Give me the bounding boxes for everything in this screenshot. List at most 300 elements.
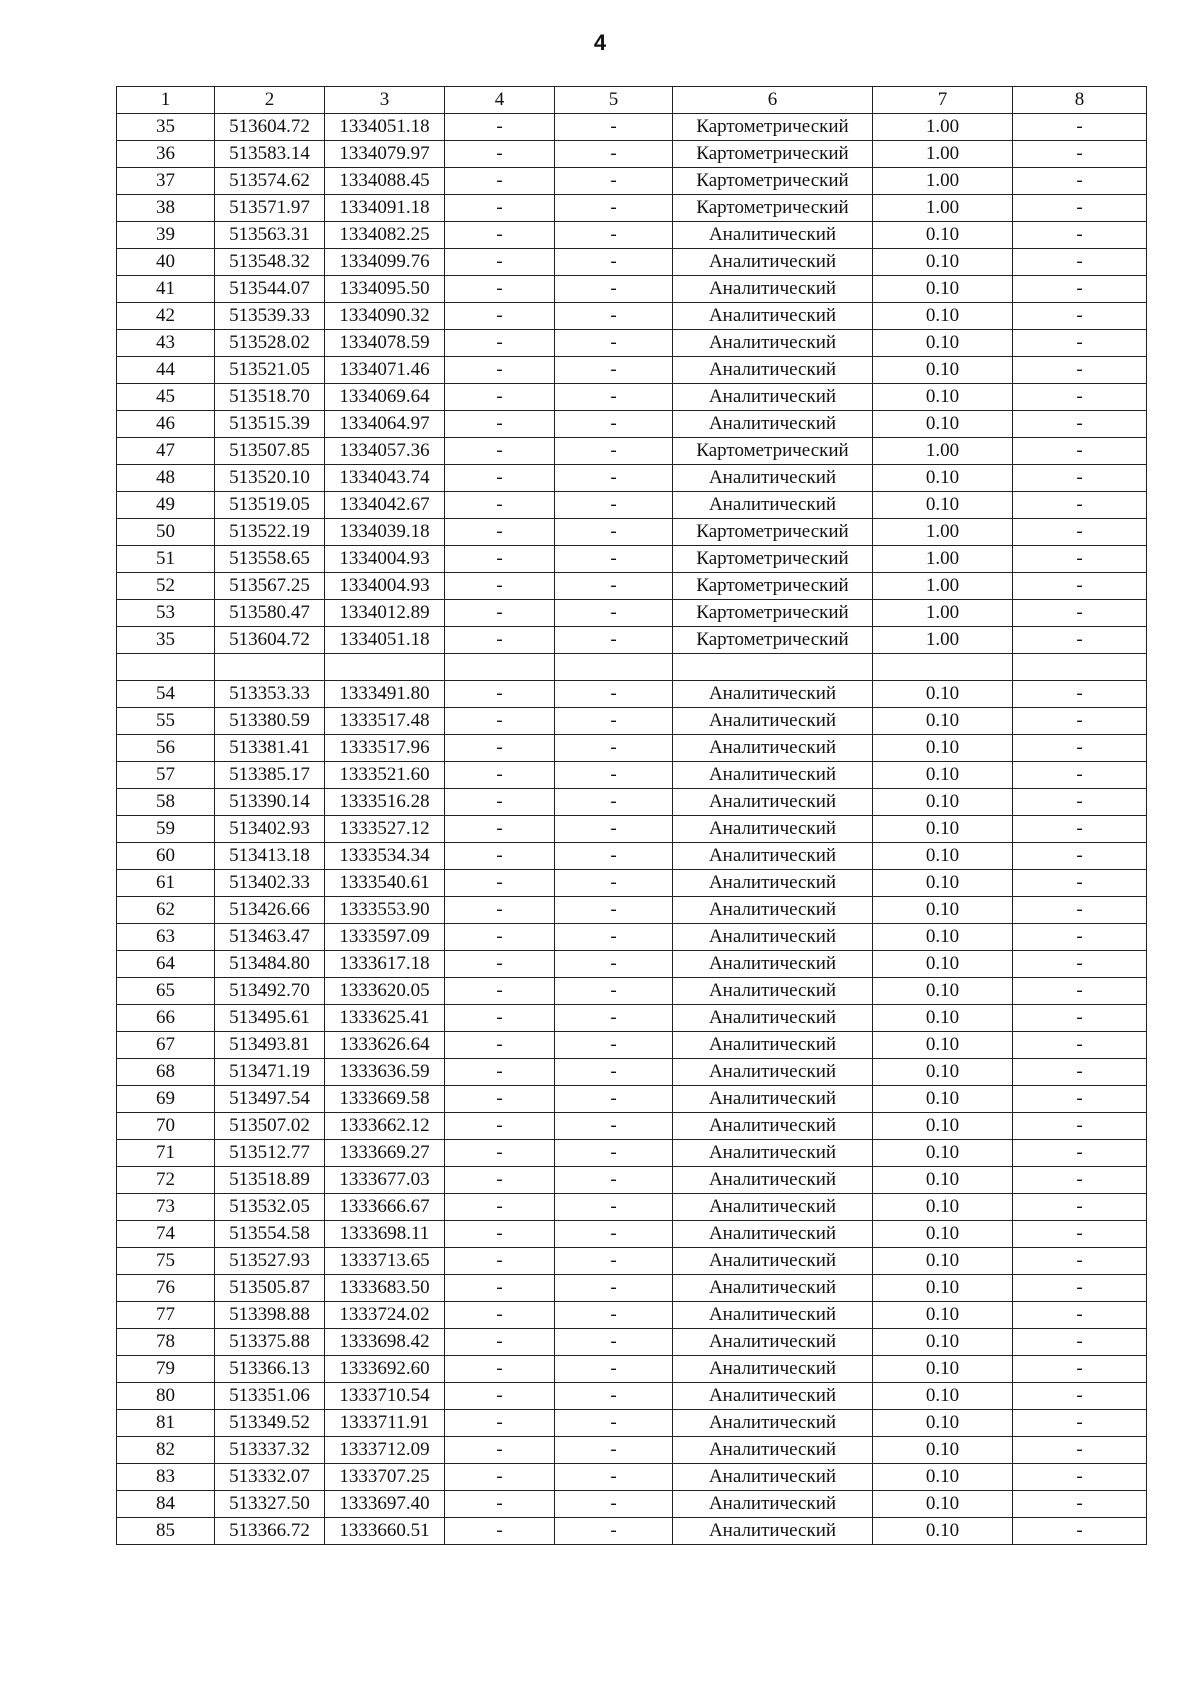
table-cell-col-6: Аналитический — [673, 1491, 873, 1518]
table-cell-col-6: Аналитический — [673, 384, 873, 411]
table-cell-col-2: 513571.97 — [215, 195, 325, 222]
table-cell-col-3: 1333698.42 — [325, 1329, 445, 1356]
table-cell-col-5: - — [555, 870, 673, 897]
table-cell-col-6: Аналитический — [673, 276, 873, 303]
table-cell-col-8: - — [1013, 1518, 1147, 1545]
table-cell-col-3: 1334057.36 — [325, 438, 445, 465]
table-row — [117, 1329, 1147, 1356]
table-cell-col-1: 81 — [117, 1410, 215, 1437]
table-cell-col-4: - — [445, 681, 555, 708]
table-row — [117, 384, 1147, 411]
table-cell-col-2: 513366.72 — [215, 1518, 325, 1545]
table-cell-col-1: 38 — [117, 195, 215, 222]
table-cell-col-4: - — [445, 789, 555, 816]
table-cell-col-2: 513337.32 — [215, 1437, 325, 1464]
table-cell-col-4: - — [445, 816, 555, 843]
table-cell-col-2: 513522.19 — [215, 519, 325, 546]
table-cell-col-1: 43 — [117, 330, 215, 357]
table-cell-col-2: 513402.33 — [215, 870, 325, 897]
table-cell-col-7: 0.10 — [873, 1518, 1013, 1545]
table-row — [117, 114, 1147, 141]
table-cell-col-6: Аналитический — [673, 411, 873, 438]
table-cell-col-8: - — [1013, 249, 1147, 276]
table-cell-col-8: - — [1013, 789, 1147, 816]
table-cell-col-6: Картометрический — [673, 141, 873, 168]
table-cell-col-4: - — [445, 1383, 555, 1410]
table-cell-col-5: - — [555, 978, 673, 1005]
table-cell-col-6: Аналитический — [673, 1248, 873, 1275]
table-cell-col-4: - — [445, 600, 555, 627]
table-cell-col-5: - — [555, 573, 673, 600]
table-cell-col-2: 513528.02 — [215, 330, 325, 357]
table-row — [117, 681, 1147, 708]
table-cell-col-4: - — [445, 330, 555, 357]
table-cell-col-1: 56 — [117, 735, 215, 762]
table-cell-col-7: 1.00 — [873, 519, 1013, 546]
table-cell-col-2: 513580.47 — [215, 600, 325, 627]
table-cell-col-5: - — [555, 249, 673, 276]
table-cell-col-3: 1333521.60 — [325, 762, 445, 789]
table-cell-col-8: - — [1013, 843, 1147, 870]
table-cell-col-7: 0.10 — [873, 1491, 1013, 1518]
table-cell-col-7: 0.10 — [873, 816, 1013, 843]
table-cell-col-7: 0.10 — [873, 978, 1013, 1005]
table-cell-col-4: - — [445, 411, 555, 438]
table-cell-col-1: 75 — [117, 1248, 215, 1275]
table-row — [117, 1275, 1147, 1302]
table-cell-col-1: 50 — [117, 519, 215, 546]
table-cell-col-2: 513390.14 — [215, 789, 325, 816]
table-cell-col-2: 513385.17 — [215, 762, 325, 789]
table-cell-col-4: - — [445, 708, 555, 735]
table-cell-col-4: - — [445, 1410, 555, 1437]
table-cell-col-6: Аналитический — [673, 762, 873, 789]
table-cell-col-1: 66 — [117, 1005, 215, 1032]
table-cell-col-3: 1333724.02 — [325, 1302, 445, 1329]
table-cell-col-1: 60 — [117, 843, 215, 870]
table-cell-col-8 — [1013, 654, 1147, 681]
table-cell-col-3: 1333660.51 — [325, 1518, 445, 1545]
table-cell-col-6: Аналитический — [673, 1140, 873, 1167]
table-cell-col-8: - — [1013, 924, 1147, 951]
table-cell-col-6: Аналитический — [673, 222, 873, 249]
table-cell-col-1: 54 — [117, 681, 215, 708]
table-cell-col-2: 513519.05 — [215, 492, 325, 519]
table-cell-col-5: - — [555, 303, 673, 330]
table-cell-col-5: - — [555, 519, 673, 546]
table-cell-col-4: - — [445, 1059, 555, 1086]
table-cell-col-5: - — [555, 1167, 673, 1194]
table-cell-col-5: - — [555, 681, 673, 708]
table-cell-col-1: 69 — [117, 1086, 215, 1113]
table-cell-col-6: Аналитический — [673, 1437, 873, 1464]
table-cell-col-3: 1333683.50 — [325, 1275, 445, 1302]
table-cell-col-4: - — [445, 303, 555, 330]
table-cell-col-4: - — [445, 384, 555, 411]
table-cell-col-5: - — [555, 1518, 673, 1545]
table-cell-col-7: 0.10 — [873, 1383, 1013, 1410]
table-row — [117, 1086, 1147, 1113]
table-cell-col-7: 0.10 — [873, 897, 1013, 924]
table-cell-col-8: - — [1013, 762, 1147, 789]
table-cell-col-4: - — [445, 519, 555, 546]
table-cell-col-8: - — [1013, 1356, 1147, 1383]
table-cell-col-2: 513353.33 — [215, 681, 325, 708]
table-cell-col-6: Аналитический — [673, 1518, 873, 1545]
table-cell-col-5 — [555, 654, 673, 681]
table-row — [117, 1356, 1147, 1383]
table-row — [117, 573, 1147, 600]
table-cell-col-7: 0.10 — [873, 1302, 1013, 1329]
table-cell-col-1: 52 — [117, 573, 215, 600]
table-cell-col-7: 1.00 — [873, 141, 1013, 168]
table-cell-col-1: 48 — [117, 465, 215, 492]
table-cell-col-1: 51 — [117, 546, 215, 573]
table-cell-col-8: - — [1013, 1275, 1147, 1302]
table-cell-col-8: - — [1013, 276, 1147, 303]
table-cell-col-1: 77 — [117, 1302, 215, 1329]
table-cell-col-4: - — [445, 843, 555, 870]
table-cell-col-2: 513493.81 — [215, 1032, 325, 1059]
table-cell-col-6 — [673, 654, 873, 681]
table-cell-col-1: 36 — [117, 141, 215, 168]
table-cell-col-1 — [117, 654, 215, 681]
table-cell-col-4: - — [445, 438, 555, 465]
table-cell-col-2: 513398.88 — [215, 1302, 325, 1329]
table-cell-col-4: - — [445, 1113, 555, 1140]
table-cell-col-6: Аналитический — [673, 492, 873, 519]
table-row — [117, 600, 1147, 627]
table-cell-col-5: - — [555, 843, 673, 870]
table-cell-col-1: 61 — [117, 870, 215, 897]
table-row — [117, 249, 1147, 276]
table-cell-col-5: - — [555, 1194, 673, 1221]
table-row — [117, 762, 1147, 789]
table-cell-col-2: 513520.10 — [215, 465, 325, 492]
table-cell-col-2: 513505.87 — [215, 1275, 325, 1302]
table-cell-col-2: 513484.80 — [215, 951, 325, 978]
table-cell-col-8: - — [1013, 330, 1147, 357]
table-cell-col-1: 64 — [117, 951, 215, 978]
table-cell-col-3: 1334069.64 — [325, 384, 445, 411]
table-row — [117, 195, 1147, 222]
table-cell-col-6: Аналитический — [673, 843, 873, 870]
table-cell-col-7: 0.10 — [873, 465, 1013, 492]
table-row — [117, 897, 1147, 924]
table-cell-col-8: - — [1013, 816, 1147, 843]
table-cell-col-8: - — [1013, 1005, 1147, 1032]
table-cell-col-4: - — [445, 465, 555, 492]
table-cell-col-7: 0.10 — [873, 1167, 1013, 1194]
table-cell-col-1: 53 — [117, 600, 215, 627]
table-cell-col-5: - — [555, 789, 673, 816]
table-cell-col-4: - — [445, 573, 555, 600]
table-row — [117, 330, 1147, 357]
table-cell-col-4: - — [445, 195, 555, 222]
table-cell-col-7: 0.10 — [873, 708, 1013, 735]
table-cell-col-3: 1333711.91 — [325, 1410, 445, 1437]
table-cell-col-3: 1334078.59 — [325, 330, 445, 357]
table-row — [117, 438, 1147, 465]
table-cell-col-1: 47 — [117, 438, 215, 465]
table-cell-col-3: 1333617.18 — [325, 951, 445, 978]
table-cell-col-6: Аналитический — [673, 1275, 873, 1302]
table-row — [117, 1140, 1147, 1167]
table-cell-col-5: - — [555, 1032, 673, 1059]
table-cell-col-2: 513548.32 — [215, 249, 325, 276]
table-cell-col-6: Аналитический — [673, 249, 873, 276]
table-cell-col-2: 513532.05 — [215, 1194, 325, 1221]
table-cell-col-7: 1.00 — [873, 546, 1013, 573]
table-cell-col-3: 1333620.05 — [325, 978, 445, 1005]
table-cell-col-3: 1334088.45 — [325, 168, 445, 195]
table-cell-col-2: 513512.77 — [215, 1140, 325, 1167]
table-cell-col-7: 0.10 — [873, 330, 1013, 357]
table-cell-col-4: - — [445, 1005, 555, 1032]
table-cell-col-6: Аналитический — [673, 357, 873, 384]
table-cell-col-8: - — [1013, 1221, 1147, 1248]
table-cell-col-4: - — [445, 114, 555, 141]
table-cell-col-4: - — [445, 222, 555, 249]
table-cell-col-1: 62 — [117, 897, 215, 924]
table-cell-col-6: Аналитический — [673, 465, 873, 492]
table-cell-col-2: 513583.14 — [215, 141, 325, 168]
table-cell-col-8: - — [1013, 438, 1147, 465]
table-cell-col-4: - — [445, 951, 555, 978]
table-cell-col-5: - — [555, 411, 673, 438]
table-cell-col-8: - — [1013, 1167, 1147, 1194]
table-cell-col-5: - — [555, 708, 673, 735]
table-cell-col-8: - — [1013, 222, 1147, 249]
table-row — [117, 222, 1147, 249]
table-cell-col-5: - — [555, 1005, 673, 1032]
table-row — [117, 1113, 1147, 1140]
table-cell-col-4: - — [445, 924, 555, 951]
table-cell-col-7: 0.10 — [873, 1464, 1013, 1491]
table-cell-col-7: 0.10 — [873, 1113, 1013, 1140]
header-cell-col-3: 3 — [325, 87, 445, 114]
table-cell-col-1: 85 — [117, 1518, 215, 1545]
table-row — [117, 789, 1147, 816]
table-cell-col-2: 513507.02 — [215, 1113, 325, 1140]
table-cell-col-7: 1.00 — [873, 627, 1013, 654]
table-cell-col-7: 1.00 — [873, 114, 1013, 141]
table-cell-col-7: 0.10 — [873, 1032, 1013, 1059]
table-cell-col-2: 513463.47 — [215, 924, 325, 951]
table-cell-col-1: 74 — [117, 1221, 215, 1248]
table-cell-col-6: Картометрический — [673, 438, 873, 465]
table-cell-col-4: - — [445, 978, 555, 1005]
table-row — [117, 276, 1147, 303]
table-cell-col-7: 0.10 — [873, 789, 1013, 816]
table-cell-col-1: 70 — [117, 1113, 215, 1140]
table-cell-col-6: Аналитический — [673, 1005, 873, 1032]
table-cell-col-1: 76 — [117, 1275, 215, 1302]
table-cell-col-8: - — [1013, 735, 1147, 762]
table-cell-col-7: 0.10 — [873, 222, 1013, 249]
table-cell-col-2: 513507.85 — [215, 438, 325, 465]
table-row — [117, 1491, 1147, 1518]
table-cell-col-1: 35 — [117, 114, 215, 141]
header-cell-col-2: 2 — [215, 87, 325, 114]
table-cell-col-8: - — [1013, 465, 1147, 492]
table-cell-col-3 — [325, 654, 445, 681]
table-cell-col-7: 1.00 — [873, 573, 1013, 600]
table-cell-col-2: 513558.65 — [215, 546, 325, 573]
table-cell-col-1: 72 — [117, 1167, 215, 1194]
table-cell-col-6: Аналитический — [673, 1329, 873, 1356]
table-cell-col-3: 1333517.96 — [325, 735, 445, 762]
table-cell-col-8: - — [1013, 1032, 1147, 1059]
table-cell-col-8: - — [1013, 1329, 1147, 1356]
table-cell-col-2: 513349.52 — [215, 1410, 325, 1437]
table-cell-col-3: 1333540.61 — [325, 870, 445, 897]
table-row — [117, 708, 1147, 735]
table-cell-col-8: - — [1013, 897, 1147, 924]
table-cell-col-1: 57 — [117, 762, 215, 789]
table-cell-col-2: 513381.41 — [215, 735, 325, 762]
table-cell-col-8: - — [1013, 1248, 1147, 1275]
table-cell-col-4: - — [445, 735, 555, 762]
table-cell-col-8: - — [1013, 168, 1147, 195]
table-cell-col-8: - — [1013, 114, 1147, 141]
table-cell-col-6: Аналитический — [673, 1086, 873, 1113]
table-cell-col-7: 0.10 — [873, 384, 1013, 411]
table-cell-col-8: - — [1013, 546, 1147, 573]
table-cell-col-7: 0.10 — [873, 492, 1013, 519]
table-cell-col-5: - — [555, 384, 673, 411]
table-cell-col-5: - — [555, 1383, 673, 1410]
table-cell-col-2: 513563.31 — [215, 222, 325, 249]
table-cell-col-8: - — [1013, 573, 1147, 600]
table-row — [117, 168, 1147, 195]
table-cell-col-5: - — [555, 1437, 673, 1464]
table-cell-col-5: - — [555, 492, 673, 519]
table-cell-col-6: Картометрический — [673, 627, 873, 654]
table-cell-col-1: 80 — [117, 1383, 215, 1410]
table-row — [117, 1248, 1147, 1275]
table-cell-col-6: Аналитический — [673, 789, 873, 816]
table-cell-col-5: - — [555, 627, 673, 654]
table-cell-col-4: - — [445, 1275, 555, 1302]
table-cell-col-2: 513604.72 — [215, 627, 325, 654]
table-cell-col-2: 513413.18 — [215, 843, 325, 870]
table-cell-col-7: 0.10 — [873, 411, 1013, 438]
table-cell-col-4: - — [445, 1221, 555, 1248]
table-cell-col-7: 0.10 — [873, 276, 1013, 303]
table-cell-col-5: - — [555, 330, 673, 357]
table-cell-col-1: 59 — [117, 816, 215, 843]
table-cell-col-5: - — [555, 600, 673, 627]
table-cell-col-8: - — [1013, 411, 1147, 438]
table-cell-col-3: 1334090.32 — [325, 303, 445, 330]
table-cell-col-7: 1.00 — [873, 168, 1013, 195]
table-cell-col-8: - — [1013, 1464, 1147, 1491]
table-cell-col-4: - — [445, 1167, 555, 1194]
table-cell-col-2: 513366.13 — [215, 1356, 325, 1383]
table-cell-col-1: 49 — [117, 492, 215, 519]
table-cell-col-7 — [873, 654, 1013, 681]
table-cell-col-6: Аналитический — [673, 1221, 873, 1248]
table-cell-col-5: - — [555, 762, 673, 789]
table-cell-col-1: 40 — [117, 249, 215, 276]
header-cell-col-6: 6 — [673, 87, 873, 114]
table-cell-col-7: 0.10 — [873, 762, 1013, 789]
table-cell-col-5: - — [555, 1248, 673, 1275]
table-row — [117, 870, 1147, 897]
table-cell-col-3: 1333625.41 — [325, 1005, 445, 1032]
table-cell-col-8: - — [1013, 141, 1147, 168]
table-cell-col-1: 46 — [117, 411, 215, 438]
table-cell-col-8: - — [1013, 303, 1147, 330]
table-cell-col-7: 0.10 — [873, 357, 1013, 384]
table-cell-col-4: - — [445, 249, 555, 276]
table-cell-col-6: Аналитический — [673, 816, 873, 843]
table-cell-col-4: - — [445, 1302, 555, 1329]
table-cell-col-7: 0.10 — [873, 1059, 1013, 1086]
table-cell-col-3: 1333697.40 — [325, 1491, 445, 1518]
table-cell-col-3: 1334095.50 — [325, 276, 445, 303]
table-cell-col-5: - — [555, 1302, 673, 1329]
table-cell-col-7: 0.10 — [873, 870, 1013, 897]
table-cell-col-2: 513402.93 — [215, 816, 325, 843]
table-cell-col-7: 0.10 — [873, 951, 1013, 978]
table-cell-col-3: 1334043.74 — [325, 465, 445, 492]
table-cell-col-6: Аналитический — [673, 1464, 873, 1491]
table-cell-col-4: - — [445, 762, 555, 789]
table-cell-col-7: 0.10 — [873, 1329, 1013, 1356]
table-row — [117, 1005, 1147, 1032]
table-cell-col-8: - — [1013, 681, 1147, 708]
table-cell-col-3: 1333662.12 — [325, 1113, 445, 1140]
table-cell-col-6: Аналитический — [673, 924, 873, 951]
table-cell-col-5: - — [555, 897, 673, 924]
table-cell-col-7: 0.10 — [873, 1410, 1013, 1437]
table-cell-col-2: 513604.72 — [215, 114, 325, 141]
table-cell-col-7: 0.10 — [873, 249, 1013, 276]
table-cell-col-6: Аналитический — [673, 330, 873, 357]
table-row — [117, 303, 1147, 330]
table-cell-col-7: 0.10 — [873, 1140, 1013, 1167]
table-cell-col-1: 65 — [117, 978, 215, 1005]
table-cell-col-6: Аналитический — [673, 735, 873, 762]
table-row — [117, 1410, 1147, 1437]
table-cell-col-6: Картометрический — [673, 114, 873, 141]
table-cell-col-1: 35 — [117, 627, 215, 654]
table-cell-col-8: - — [1013, 1491, 1147, 1518]
table-cell-col-7: 0.10 — [873, 924, 1013, 951]
table-cell-col-1: 84 — [117, 1491, 215, 1518]
table-row — [117, 1167, 1147, 1194]
table-cell-col-5: - — [555, 951, 673, 978]
table-cell-col-8: - — [1013, 1059, 1147, 1086]
table-cell-col-3: 1333534.34 — [325, 843, 445, 870]
table-row — [117, 1032, 1147, 1059]
table-cell-col-3: 1334091.18 — [325, 195, 445, 222]
table-cell-col-5: - — [555, 114, 673, 141]
table-cell-col-7: 1.00 — [873, 195, 1013, 222]
table-cell-col-6: Аналитический — [673, 897, 873, 924]
table-cell-col-5: - — [555, 465, 673, 492]
table-cell-col-2: 513518.89 — [215, 1167, 325, 1194]
table-cell-col-7: 0.10 — [873, 735, 1013, 762]
table-cell-col-3: 1333698.11 — [325, 1221, 445, 1248]
table-row — [117, 141, 1147, 168]
table-cell-col-7: 0.10 — [873, 1356, 1013, 1383]
table-cell-col-2: 513521.05 — [215, 357, 325, 384]
table-cell-col-3: 1334064.97 — [325, 411, 445, 438]
table-cell-col-3: 1333677.03 — [325, 1167, 445, 1194]
